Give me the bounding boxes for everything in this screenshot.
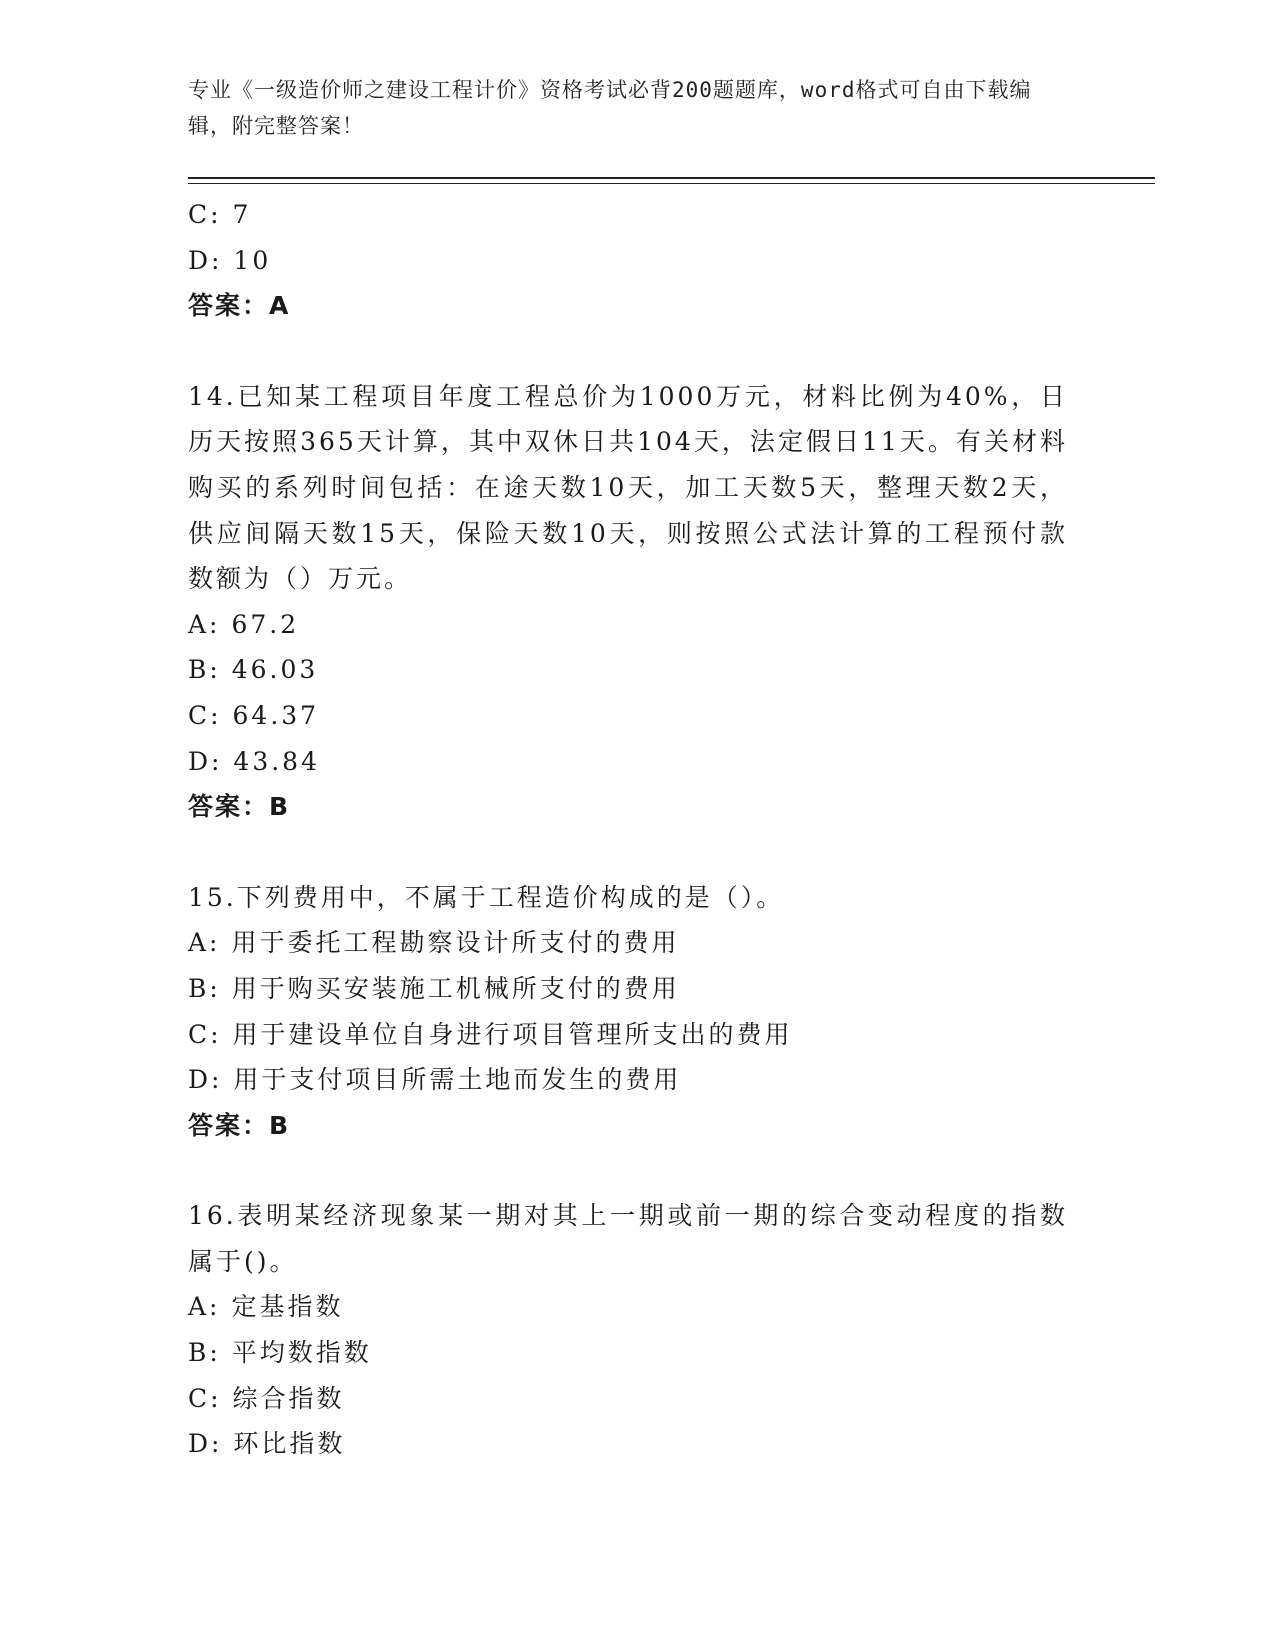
option-text: 43.84 bbox=[233, 746, 320, 776]
option-label: D: bbox=[188, 746, 223, 776]
option-label: D: bbox=[188, 1429, 223, 1459]
option-label: C: bbox=[188, 1019, 222, 1049]
option-c bbox=[188, 192, 1068, 238]
option-text: 用于建设单位自身进行项目管理所支出的费用 bbox=[232, 1019, 793, 1049]
option-d bbox=[188, 1421, 1068, 1467]
option-b bbox=[188, 647, 1068, 693]
question-stem: 14.已知某工程项目年度工程总价为1000万元，材料比例为40%，日历天按照365天计算，其中双休日共104天，法定假日11天。有关材料购买的系列时间包括：在途天数10天，加工天数5天，整理天数2天，供应间隔天数15天，保险天数10天，则按照公式法计算的工程预付款数额为（）万元。 bbox=[188, 381, 1068, 594]
question-stem: 16.表明某经济现象某一期对其上一期或前一期的综合变动程度的指数属于()。 bbox=[188, 1201, 1068, 1276]
option-a bbox=[188, 1284, 1068, 1330]
option-text: 环比指数 bbox=[233, 1429, 346, 1459]
option-label: B: bbox=[188, 655, 221, 685]
option-d bbox=[188, 1057, 1068, 1103]
option-text: 67.2 bbox=[231, 609, 300, 639]
option-text: 平均数指数 bbox=[231, 1338, 372, 1368]
option-text: 用于委托工程勘察设计所支付的费用 bbox=[231, 928, 680, 958]
question-14 bbox=[188, 374, 1068, 830]
option-text: 用于购买安装施工机械所支付的费用 bbox=[231, 973, 680, 1003]
answer-line: 答案：A bbox=[188, 291, 291, 321]
option-d bbox=[188, 739, 1068, 785]
question-15 bbox=[188, 875, 1068, 1149]
spacer bbox=[188, 830, 1068, 875]
option-label: C: bbox=[188, 1383, 222, 1413]
header-rule-thick bbox=[188, 177, 1155, 179]
option-text: 64.37 bbox=[232, 700, 320, 730]
option-label: C: bbox=[188, 200, 222, 229]
option-label: A: bbox=[188, 928, 221, 958]
option-c bbox=[188, 693, 1068, 739]
option-label: D: bbox=[188, 1065, 223, 1095]
option-label: B: bbox=[188, 973, 221, 1003]
answer-line: 答案：B bbox=[188, 1110, 291, 1140]
option-text: 46.03 bbox=[231, 655, 319, 685]
option-text: 10 bbox=[233, 245, 272, 275]
option-text: 用于支付项目所需土地而发生的费用 bbox=[233, 1065, 682, 1095]
option-label: A: bbox=[188, 609, 221, 639]
question-16 bbox=[188, 1193, 1068, 1467]
option-c bbox=[188, 1376, 1068, 1422]
option-label: C: bbox=[188, 700, 222, 730]
option-text: 定基指数 bbox=[231, 1292, 344, 1322]
option-text: 综合指数 bbox=[232, 1383, 345, 1413]
spacer bbox=[188, 1148, 1068, 1193]
header-rule-thin bbox=[188, 183, 1155, 184]
option-b bbox=[188, 966, 1068, 1012]
option-c bbox=[188, 1012, 1068, 1058]
question-stem: 15.下列费用中，不属于工程造价构成的是（）。 bbox=[188, 882, 785, 912]
document-header: 专业《一级造价师之建设工程计价》资格考试必背200题题库，word格式可自由下载编辑，附完整答案！ bbox=[188, 78, 1032, 138]
option-label: D: bbox=[188, 245, 223, 275]
option-d bbox=[188, 238, 1068, 284]
option-b bbox=[188, 1330, 1068, 1376]
option-text: 7 bbox=[232, 200, 252, 229]
spacer bbox=[188, 329, 1068, 374]
option-label: B: bbox=[188, 1338, 221, 1368]
option-a bbox=[188, 920, 1068, 966]
option-label: A: bbox=[188, 1292, 221, 1322]
option-a bbox=[188, 602, 1068, 648]
question-13-continuation bbox=[188, 192, 1068, 329]
answer-line: 答案：B bbox=[188, 792, 291, 822]
document-content bbox=[188, 192, 1068, 1467]
